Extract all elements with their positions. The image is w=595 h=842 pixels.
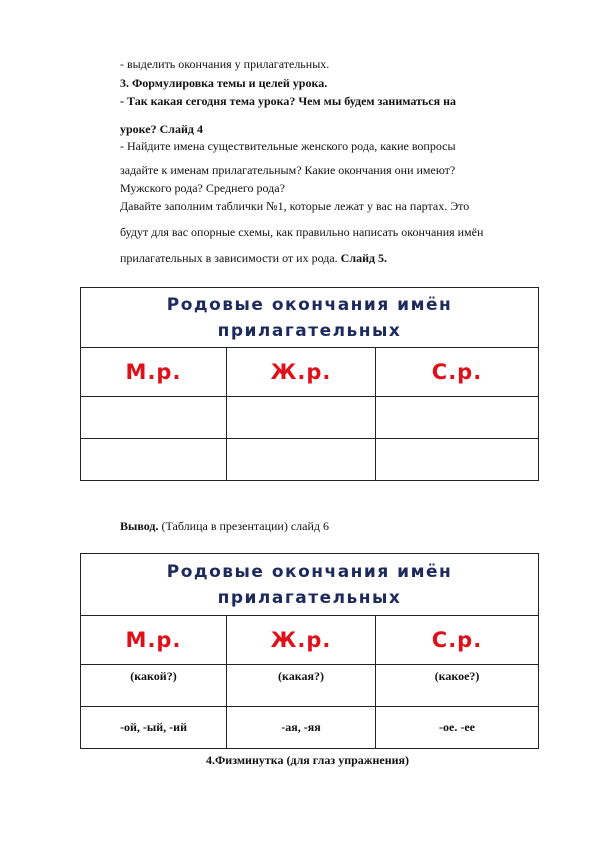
text-line (120, 251, 387, 266)
ending-cell: -ой, -ый, -ий (81, 707, 227, 749)
table-title-line: прилагательных (217, 587, 402, 608)
text-line: - Найдите имена существительные женского рода, какие вопросы (120, 139, 456, 153)
table-row (81, 707, 539, 749)
table-row (81, 397, 539, 439)
text-line (120, 94, 456, 109)
header-neuter: С.р. (376, 616, 539, 665)
table-title-line: прилагательных (217, 320, 402, 341)
text-line: Давайте заполним таблички №1, которые лежат у вас на партах. Это (120, 199, 470, 213)
slide-reference: Слайд 5. (340, 251, 388, 265)
table-header-row (81, 348, 539, 397)
section-heading: 3. Формулировка темы и целей урока. (120, 76, 328, 90)
table-row (81, 665, 539, 707)
table-title-line: Родовые окончания имён (166, 294, 453, 315)
conclusion-label: Вывод. (120, 519, 159, 533)
header-feminine: Ж.р. (227, 616, 376, 665)
ending-cell: -ое. -ее (376, 707, 539, 749)
empty-cell (227, 439, 376, 481)
text-line: задайте к именам прилагательным? Какие окончания они имеют? (120, 163, 456, 177)
text-span: уроке? Слайд 4 (120, 122, 203, 136)
text-span: (Таблица в презентации) слайд 6 (158, 519, 330, 533)
table-header-row (81, 616, 539, 665)
empty-cell (376, 397, 539, 439)
question-cell: (какое?) (376, 665, 539, 707)
empty-cell (81, 397, 227, 439)
table-title (81, 554, 539, 616)
endings-table-filled (80, 553, 539, 749)
table-title-line: Родовые окончания имён (166, 561, 453, 582)
text-line (120, 519, 329, 534)
text-line: будут для вас опорные схемы, как правильно написать окончания имён (120, 225, 484, 239)
empty-cell (227, 397, 376, 439)
table-title (81, 288, 539, 348)
header-masculine: М.р. (81, 348, 227, 397)
ending-cell: -ая, -яя (227, 707, 376, 749)
endings-table-empty (80, 287, 539, 481)
text-line (120, 122, 203, 137)
text-line: Мужского рода? Среднего рода? (120, 181, 285, 195)
header-masculine: М.р. (81, 616, 227, 665)
question-cell: (какой?) (81, 665, 227, 707)
text-span: - Так какая сегодня тема урока? Чем мы будем заниматься на (120, 94, 456, 108)
question-cell: (какая?) (227, 665, 376, 707)
table-row (81, 439, 539, 481)
section-heading: 4.Физминутка (для глаз упражнения) (206, 753, 410, 767)
text-span: прилагательных в зависимости от их рода. (120, 251, 341, 265)
header-feminine: Ж.р. (227, 348, 376, 397)
text-line: - выделить окончания у прилагательных. (120, 57, 330, 71)
empty-cell (81, 439, 227, 481)
table-title-row (81, 554, 539, 616)
header-neuter: С.р. (376, 348, 539, 397)
empty-cell (376, 439, 539, 481)
table-title-row (81, 288, 539, 348)
